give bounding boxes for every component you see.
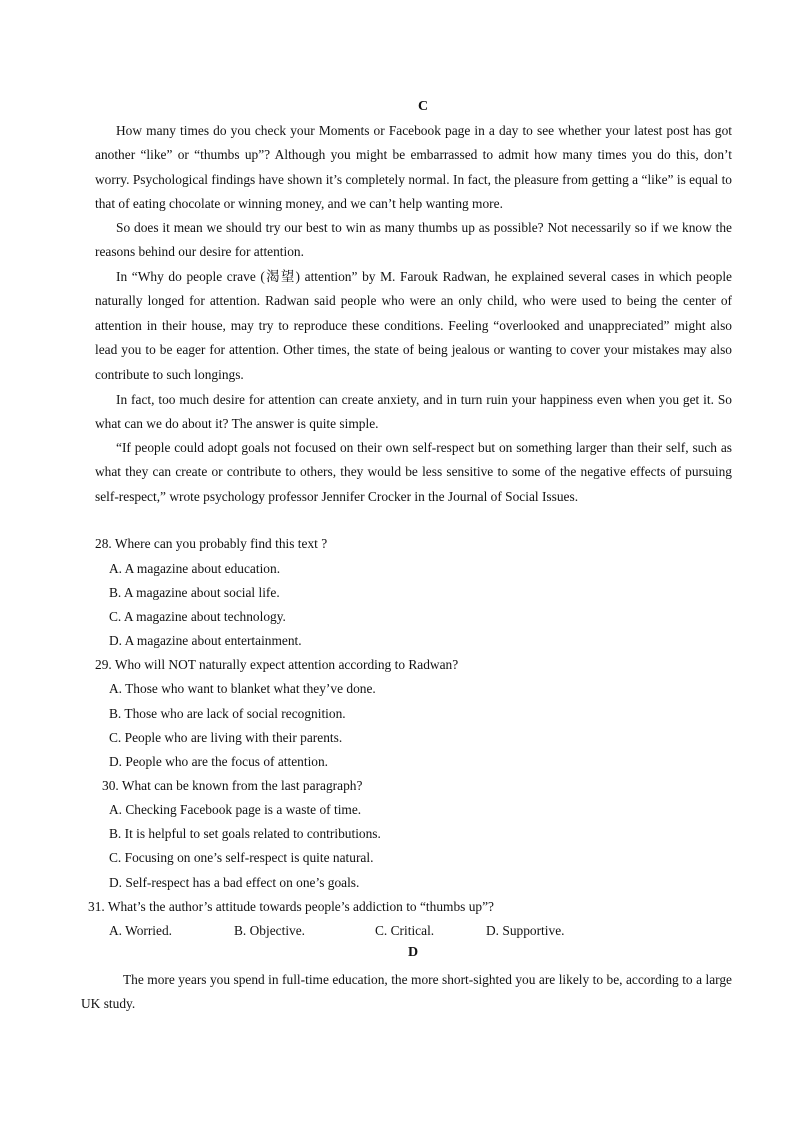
section-d-paragraph-1: The more years you spend in full-time education, the more short-sighted you are likely to be, according to a large UK study. (81, 972, 732, 1012)
question-29-option-b: B. Those who are lack of social recognition. (109, 706, 346, 721)
section-c-paragraph-4: In fact, too much desire for attention can create anxiety, and in turn ruin your happiness even when you get it. So what can we do about it? The answer is quite simple. (95, 392, 732, 432)
question-31-option-b: B. Objective. (234, 923, 306, 938)
section-c-paragraph-3: In “Why do people crave (渴望) attention” by M. Farouk Radwan, he explained several cases in which people naturally longed for attention. Radwan said people who were an only child, who were used to being the center of attention in their house, may try to reproduce these conditions. Feeling “overlooked and unappreciated” might also lead you to be eager for attention. Other times, the state of being jealous or wanting to cover your mistakes may also contribute to such longings. (95, 269, 732, 382)
question-31-option-d: D. Supportive. (486, 923, 565, 938)
question-28-stem: 28. Where can you probably find this text ? (95, 536, 328, 551)
question-29-stem: 29. Who will NOT naturally expect attention according to Radwan? (95, 657, 459, 672)
question-29-option-c: C. People who are living with their parents. (109, 730, 343, 745)
question-30-option-d: D. Self-respect has a bad effect on one’s goals. (109, 875, 360, 890)
question-28-option-a: A. A magazine about education. (109, 561, 281, 576)
section-c-paragraph-2: So does it mean we should try our best to win as many thumbs up as possible? Not necessarily so if we know the reasons behind our desire for attention. (95, 220, 732, 260)
question-28-option-b: B. A magazine about social life. (109, 585, 280, 600)
question-31-option-c: C. Critical. (375, 923, 435, 938)
question-30-stem: 30. What can be known from the last paragraph? (102, 778, 363, 793)
section-c-paragraph-5: “If people could adopt goals not focused on their own self-respect but on something larger than their self, such as what they can create or contribute to others, they would be less sensitive to some of the negative effects of pursuing self-respect,” wrote psychology professor Jennifer Crocker in the Journal of Social Issues. (95, 440, 732, 504)
question-30-option-c: C. Focusing on one’s self-respect is quite natural. (109, 850, 374, 865)
question-29-option-d: D. People who are the focus of attention. (109, 754, 329, 769)
question-28-option-c: C. A magazine about technology. (109, 609, 286, 624)
question-31-stem: 31. What’s the author’s attitude towards people’s addiction to “thumbs up”? (88, 899, 494, 914)
section-c-paragraph-1: How many times do you check your Moments or Facebook page in a day to see whether your latest post has got another “like” or “thumbs up”? Although you might be embarrassed to admit how many times you do this, don’t worry. Psychological findings have shown it’s completely normal. In fact, the pleasure from getting a “like” is equal to that of eating chocolate or winning money, and we can’t help wanting more. (95, 123, 732, 212)
question-30-option-b: B. It is helpful to set goals related to contributions. (109, 826, 381, 841)
question-28-option-d: D. A magazine about entertainment. (109, 633, 302, 648)
question-30-option-a: A. Checking Facebook page is a waste of time. (109, 802, 362, 817)
question-29-option-a: A. Those who want to blanket what they’ve done. (109, 681, 376, 696)
question-31-option-a: A. Worried. (109, 923, 173, 938)
section-c-title: C (417, 99, 429, 114)
section-d-title: D (407, 945, 419, 960)
